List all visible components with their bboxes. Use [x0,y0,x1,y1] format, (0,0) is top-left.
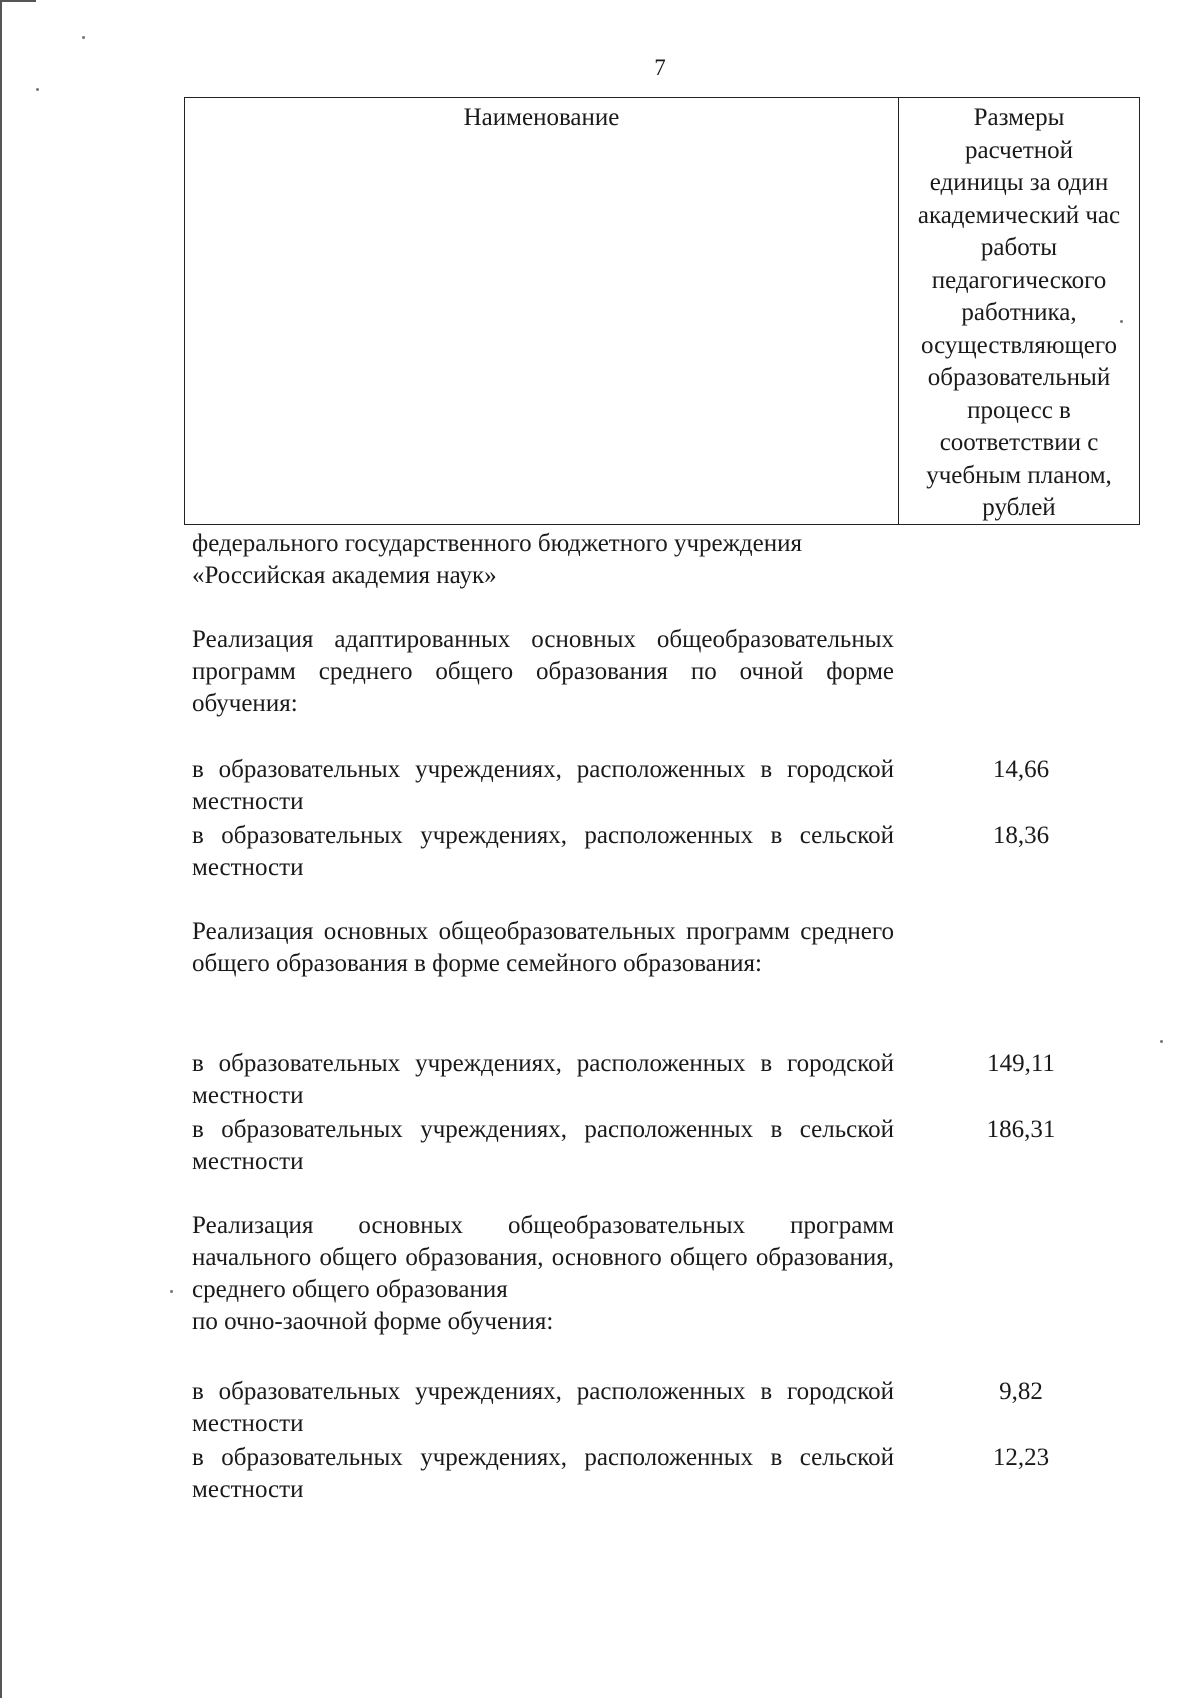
row-label: в образовательных учреждениях, расположенных в городской местности [192,756,894,815]
header-line: соответствии с [939,429,1099,456]
scan-edge-top [0,0,36,2]
table-header [184,97,1140,525]
row-label: в образовательных учреждениях, расположенных в городской местности [192,1378,894,1437]
row-value: 14,66 [992,756,1050,783]
section-heading [192,1210,894,1338]
column-header-size [899,98,1139,524]
header-line: учебным планом, [926,461,1112,489]
row-label: в образовательных учреждениях, расположенных в городской местности [192,1050,894,1109]
scan-speck [1160,1040,1163,1043]
header-line: рублей [982,494,1056,521]
header-line: Размеры [973,104,1065,131]
row-label: в образовательных учреждениях, расположенных в сельской местности [192,1444,894,1503]
intro-line: «Российская академия наук» [192,562,497,589]
intro-line: федерального государственного бюджетного учреждения [192,530,802,557]
intro-text [192,528,894,592]
header-line: осуществляющего [921,331,1117,359]
section-heading-line: по очно-заочной форме обучения: [192,1308,554,1335]
scan-edge-left [0,0,2,1698]
header-line: педагогического [931,266,1107,294]
row-value: 12,23 [992,1444,1050,1471]
section-heading: Реализация адаптированных основных общеобразовательных программ среднего общего образования по очной форме обучения: [192,626,894,717]
scan-speck [170,1290,173,1293]
row-value: 9,82 [999,1378,1043,1405]
header-line: работы [980,234,1058,261]
header-line: единицы за один [929,169,1109,196]
header-line: академический час [917,201,1121,229]
row-value: 18,36 [992,822,1050,849]
header-line: расчетной [964,136,1074,164]
section-heading: Реализация основных общеобразовательных программ среднего общего образования в форме семейного образования: [192,918,894,977]
row-label: в образовательных учреждениях, расположенных в сельской местности [192,822,894,881]
scan-speck [82,36,85,39]
row-label: в образовательных учреждениях, расположенных в сельской местности [192,1116,894,1175]
column-header-name: Наименование [185,98,899,524]
header-line: работника, [961,299,1077,326]
scan-speck [1120,320,1123,323]
row-value: 149,11 [987,1050,1055,1077]
header-line: процесс в [967,396,1071,424]
row-value: 186,31 [986,1116,1056,1143]
page-number: 7 [654,55,666,80]
scan-speck [36,88,39,91]
section-heading-line: Реализация основных общеобразовательных программ начального общего образования, основного общего образования, среднего общего образования [192,1212,894,1303]
header-line: образовательный [927,364,1111,391]
